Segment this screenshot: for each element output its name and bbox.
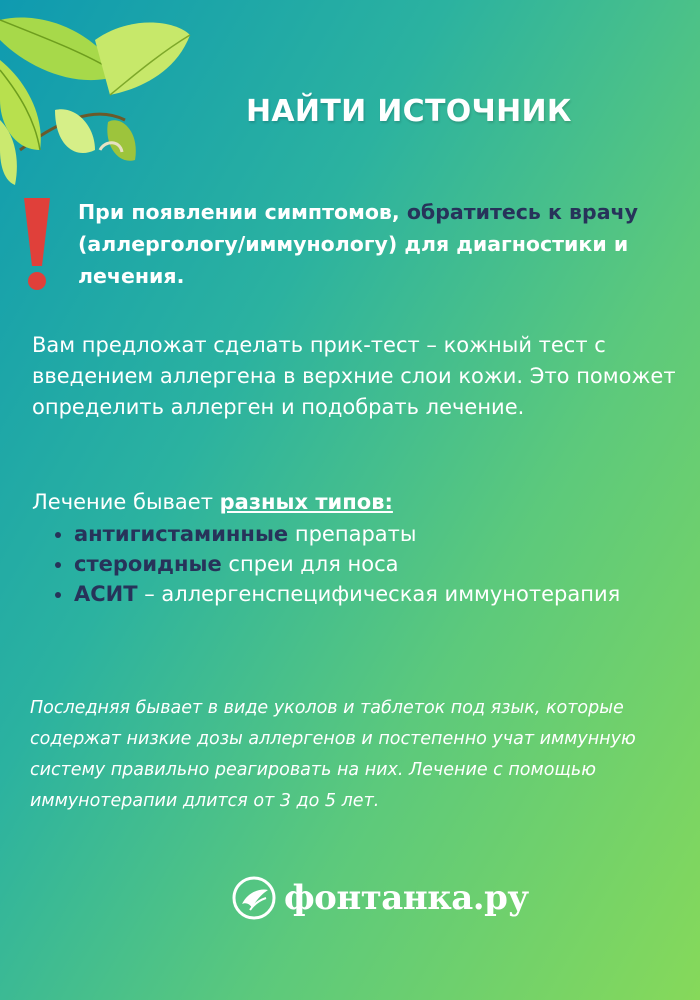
callout-highlight: обратитесь к врачу bbox=[406, 200, 638, 224]
treatment-term: стероидные bbox=[74, 552, 222, 576]
logo-text: фонтанка.ру bbox=[284, 878, 529, 918]
callout-text-start: При появлении симптомов, bbox=[78, 200, 407, 224]
list-item bbox=[74, 579, 682, 609]
callout-text-end: (аллергологу/иммунологу) для диагностики и лечения. bbox=[78, 232, 629, 288]
treatment-rest: – аллергенспецифическая иммунотерапия bbox=[137, 582, 621, 606]
page-title: НАЙТИ ИСТОЧНИК bbox=[246, 94, 572, 129]
exclamation-icon bbox=[20, 196, 54, 296]
list-item bbox=[74, 519, 682, 549]
prick-test-paragraph: Вам предложат сделать прик-тест – кожный тест с введением аллергена в верхние слои кожи. Это поможет определить аллерген и подобрать лечение. bbox=[32, 333, 676, 419]
treatment-term: антигистаминные bbox=[74, 522, 289, 546]
doctor-callout bbox=[78, 196, 678, 292]
immunotherapy-note: Последняя бывает в виде уколов и таблеток под язык, которые содержат низкие дозы аллергенов и постепенно учат иммунную систему правильно реагировать на них. Лечение с помощью иммунотерапии длится от 3 до 5 лет. bbox=[30, 698, 636, 811]
birch-leaves-icon bbox=[0, 0, 200, 190]
treatment-rest: спреи для носа bbox=[221, 552, 399, 576]
fontanka-bird-icon bbox=[230, 874, 278, 922]
treatment-list bbox=[32, 519, 682, 609]
treatment-types bbox=[32, 487, 682, 609]
treatment-term: АСИТ bbox=[74, 582, 138, 606]
treatment-intro-text: Лечение бывает bbox=[32, 490, 220, 514]
list-item bbox=[74, 549, 682, 579]
treatment-intro bbox=[32, 487, 682, 517]
fontanka-logo bbox=[230, 866, 529, 930]
treatment-intro-underlined: разных типов: bbox=[219, 490, 393, 514]
treatment-rest: препараты bbox=[288, 522, 417, 546]
